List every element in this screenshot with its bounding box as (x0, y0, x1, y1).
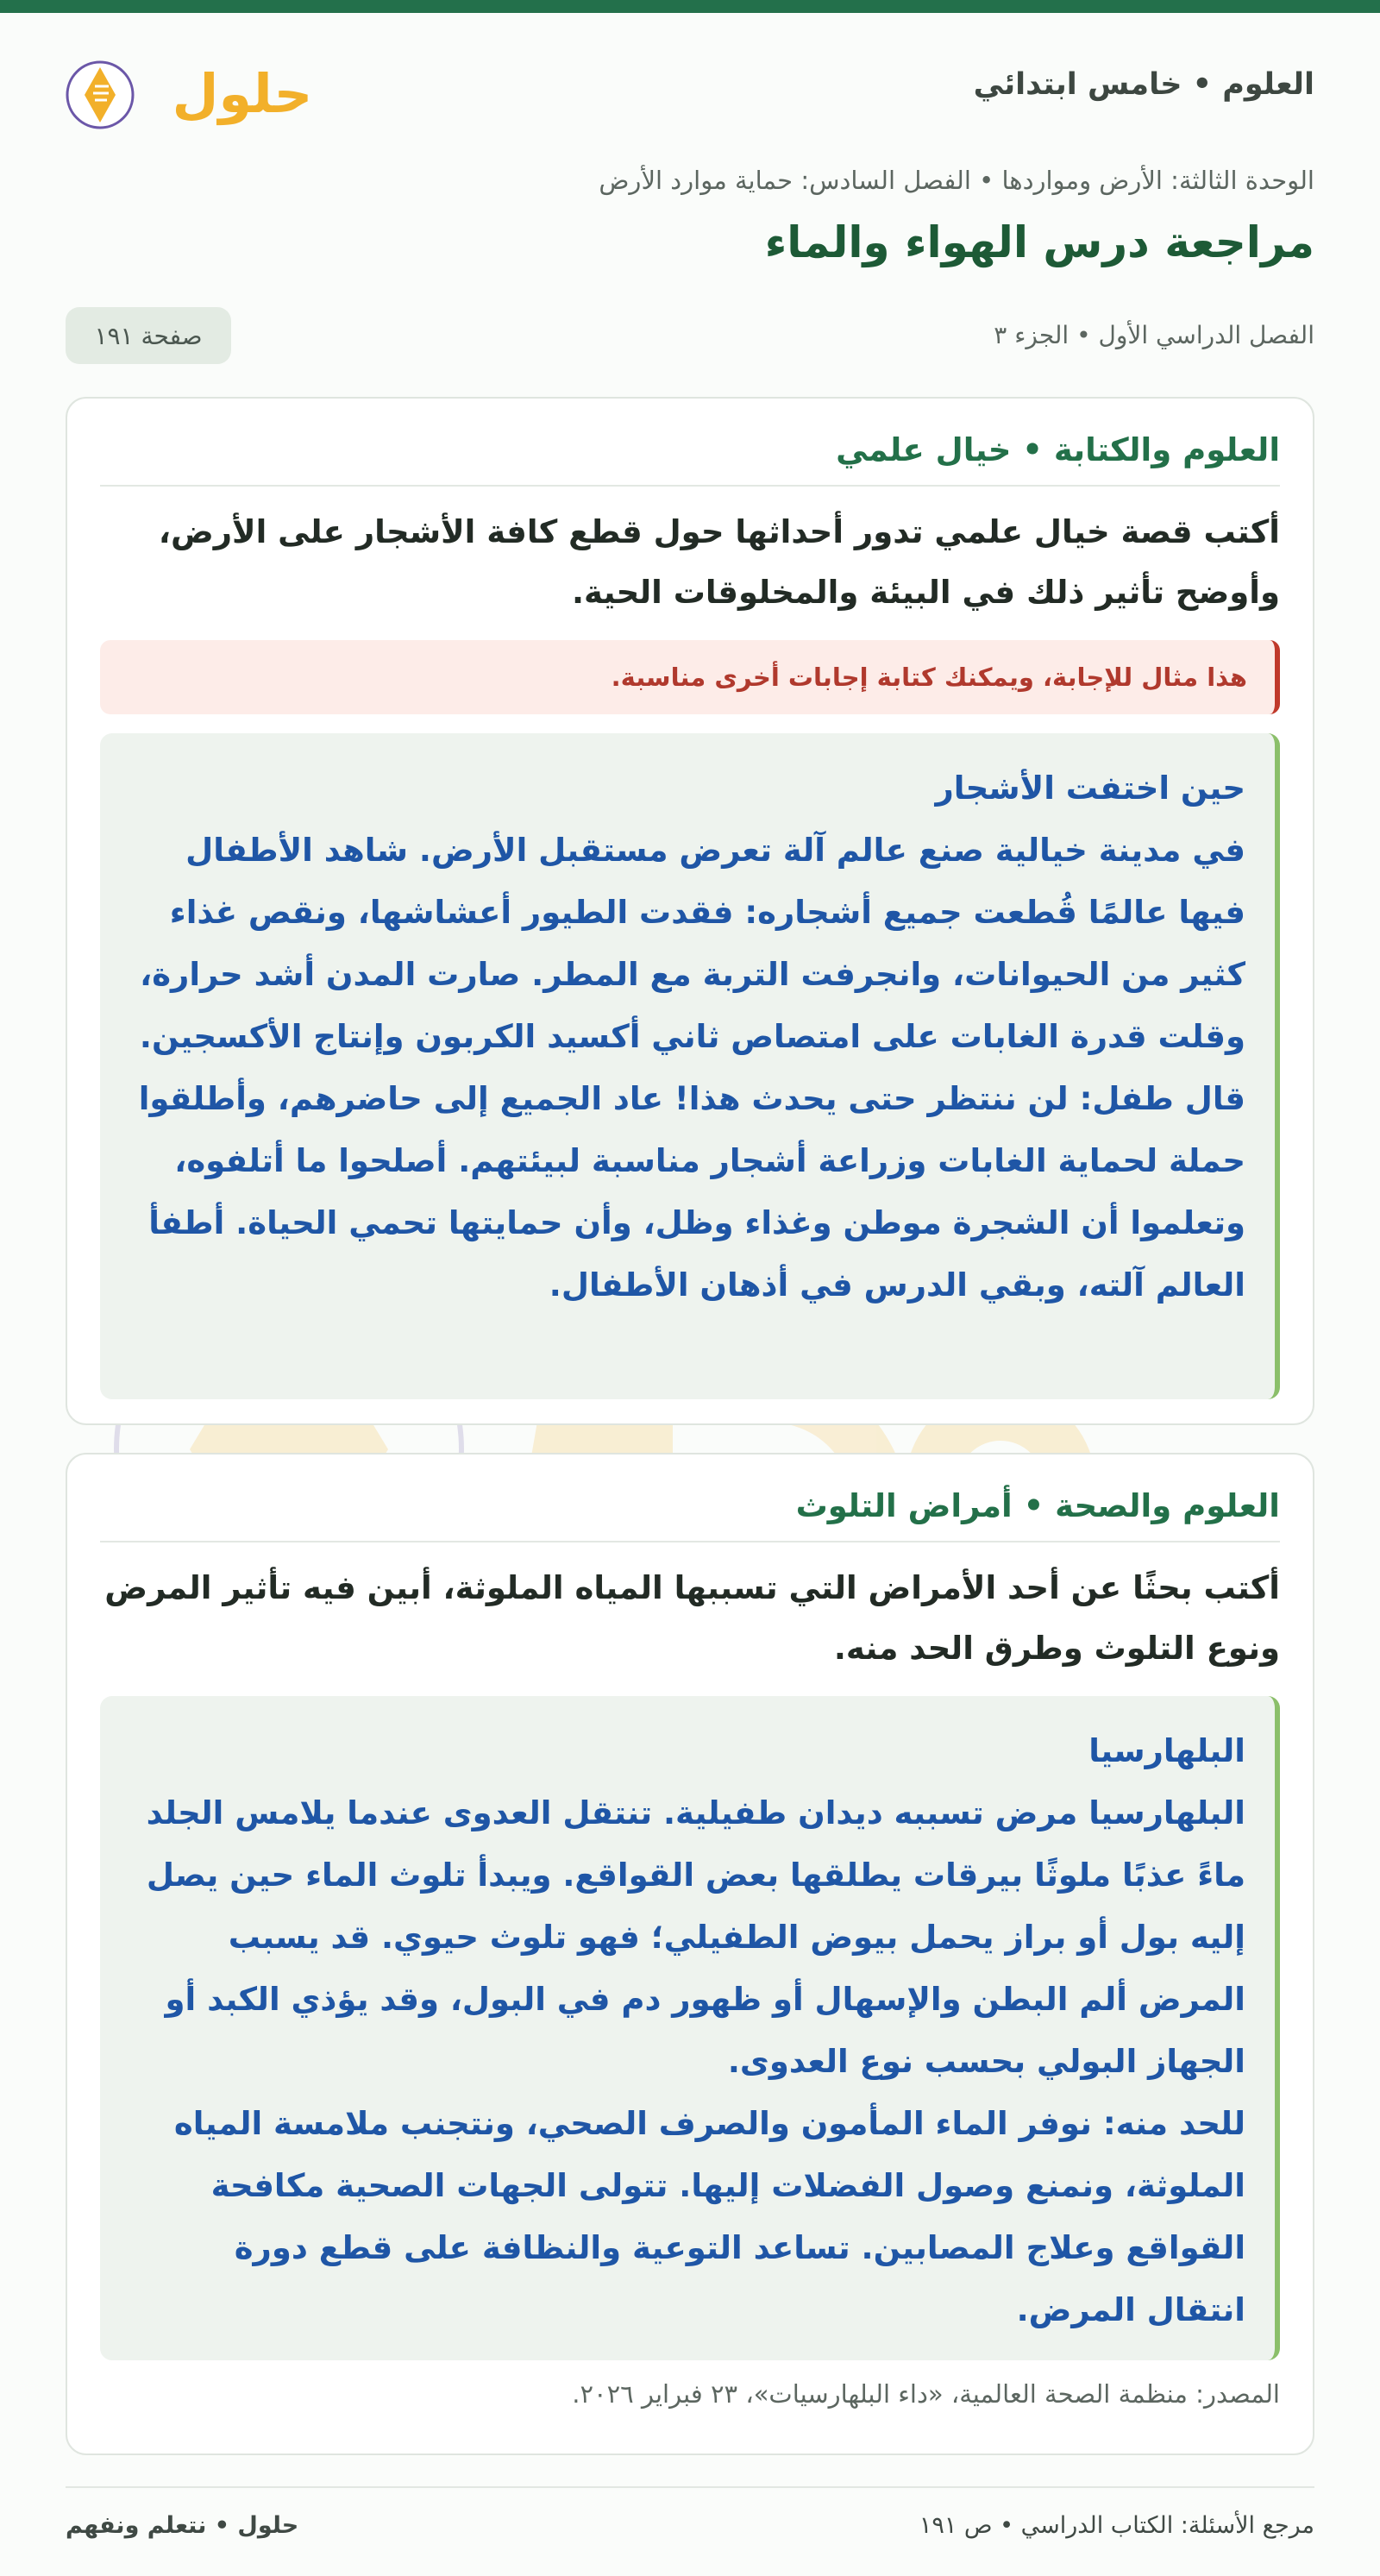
divider (100, 1541, 1280, 1542)
source-citation: المصدر: منظمة الصحة العالمية، «داء البلهارسيات»، ٢٣ فبراير ٢٠٢٦. (572, 2379, 1280, 2409)
hulul-logo[interactable] (66, 43, 313, 138)
footer-divider (66, 2486, 1314, 2488)
header (66, 43, 1314, 138)
page-number-badge: صفحة ١٩١ (66, 307, 231, 364)
section-heading: العلوم والصحة • أمراض التلوث (795, 1487, 1280, 1524)
question-text: أكتب بحثًا عن أحد الأمراض التي تسببها المياه الملوثة، أبين فيه تأثير المرض ونوع التلوث وطرق الحد منه. (104, 1569, 1280, 1667)
science-writing-card (66, 397, 1314, 1425)
answer-box (100, 733, 1280, 1399)
answer-title: البلهارسيا (1088, 1732, 1245, 1769)
answer-paragraph: للحد منه: نوفر الماء المأمون والصرف الصحي، ونتجنب ملامسة المياه الملوثة، ونمنع وصول الفضلات إليها. تتولى الجهات الصحية مكافحة القواقع وعلاج المصابين. تساعد التوعية والنظافة على قطع دورة انتقال المرض. (173, 2105, 1245, 2328)
svg-text:حلول: حلول (172, 62, 313, 125)
top-accent-bar (0, 0, 1380, 13)
answer-title: حين اختفت الأشجار (935, 770, 1245, 807)
footer-brand[interactable]: حلول • نتعلم ونفهم (66, 2512, 299, 2539)
subject-label: العلوم • خامس ابتدائي (973, 67, 1314, 102)
breadcrumb: الوحدة الثالثة: الأرض ومواردها • الفصل السادس: حماية موارد الأرض (599, 166, 1314, 195)
answer-paragraph: قال طفل: لن ننتظر حتى يحدث هذا! عاد الجميع إلى حاضرهم، وأطلقوا حملة لحماية الغابات وزراعة أشجار مناسبة لبيئتهم. أصلحوا ما أتلفوه، وتعلموا أن الشجرة موطن وغذاء وظل، وأن حمايتها تحمي الحياة. أطفأ العالم آلته، وبقي الدرس في أذهان الأطفال. (138, 1080, 1245, 1304)
semester-label: الفصل الدراسي الأول • الجزء ٣ (994, 321, 1314, 349)
science-health-card (66, 1453, 1314, 2455)
answer-paragraph: البلهارسيا مرض تسببه ديدان طفيلية. تنتقل العدوى عندما يلامس الجلد ماءً عذبًا ملوثًا بيرقات يطلقها بعض القواقع. ويبدأ تلوث الماء حين يصل إليه بول أو براز يحمل بيوض الطفيلي؛ فهو تلوث حيوي. قد يسبب المرض ألم البطن والإسهال أو ظهور دم في البول، وقد يؤذي الكبد أو الجهاز البولي بحسب نوع العدوى. (146, 1794, 1245, 2080)
answer-box (100, 1696, 1280, 2360)
question-text: أكتب قصة خيال علمي تدور أحداثها حول قطع كافة الأشجار على الأرض، وأوضح تأثير ذلك في البيئة والمخلوقات الحية. (158, 513, 1280, 611)
sample-answer-note: هذا مثال للإجابة، ويمكنك كتابة إجابات أخرى مناسبة. (100, 640, 1280, 714)
page-title: مراجعة درس الهواء والماء (764, 217, 1314, 267)
answer-paragraph: في مدينة خيالية صنع عالم آلة تعرض مستقبل الأرض. شاهد الأطفال فيها عالمًا قُطعت جميع أشجاره: فقدت الطيور أعشاشها، ونقص غذاء كثير من الحيوانات، وانجرفت التربة مع المطر. صارت المدن أشد حرارة، وقلت قدرة الغابات على امتصاص ثاني أكسيد الكربون وإنتاج الأكسجين. (139, 832, 1245, 1055)
footer-reference: مرجع الأسئلة: الكتاب الدراسي • ص ١٩١ (919, 2512, 1314, 2539)
divider (100, 485, 1280, 487)
section-heading: العلوم والكتابة • خيال علمي (836, 431, 1280, 468)
